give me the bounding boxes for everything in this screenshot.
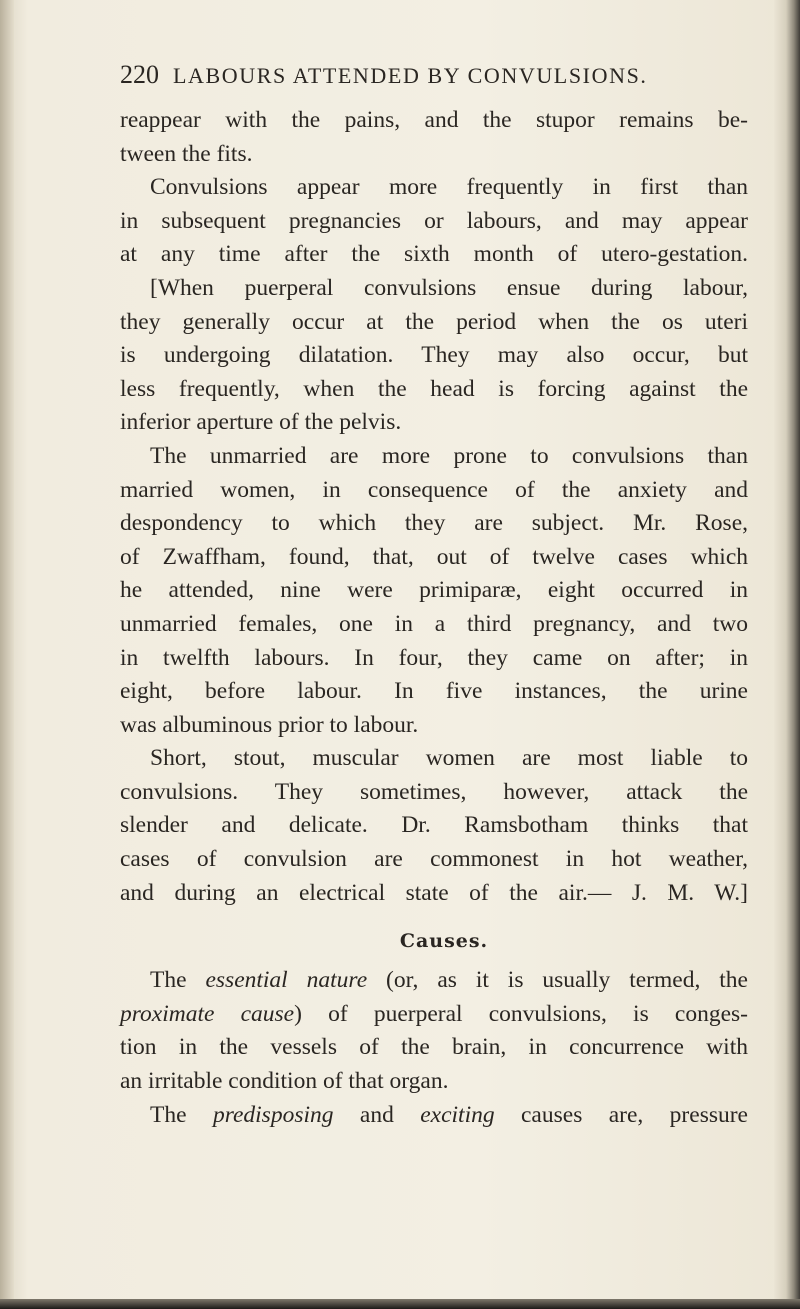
text-line: in subsequent pregnancies or labours, and may appear — [120, 207, 748, 234]
text-line: an irritable condition of that organ. — [120, 1068, 449, 1095]
text-line: in twelfth labours. In four, they came on after; in — [120, 644, 748, 671]
page-gutter-shadow — [0, 0, 14, 1309]
page-bottom-edge — [0, 1299, 800, 1309]
section-heading: Causes. — [399, 930, 489, 953]
text-line: he attended, nine were primiparæ, eight occurred in — [120, 577, 748, 604]
text-line: eight, before labour. In five instances, the urine — [120, 678, 748, 705]
text-line: cases of convulsion are commonest in hot weather, — [120, 846, 748, 873]
text-run: The — [150, 1101, 213, 1128]
text-run: The — [150, 967, 206, 994]
text-line: was albuminous prior to labour. — [120, 711, 419, 738]
body-text — [120, 104, 748, 1132]
italic-run: exciting — [420, 1101, 495, 1128]
text-line — [120, 964, 748, 998]
text-line: inferior aperture of the pelvis. — [120, 409, 402, 436]
text-line: tion in the vessels of the brain, in concurrence with — [120, 1034, 748, 1061]
text-line: The unmarried are more prone to convulsions than — [150, 442, 748, 469]
page-edge-shadow — [774, 0, 800, 1309]
text-line: despondency to which they are subject. Mr. Rose, — [120, 510, 748, 537]
text-run: causes are, pressure — [494, 1101, 748, 1128]
text-run: and — [333, 1101, 421, 1128]
running-header — [120, 60, 690, 96]
running-title: LABOURS ATTENDED BY CONVULSIONS. — [173, 63, 648, 88]
text-line: Short, stout, muscular women are most liable to — [150, 745, 748, 772]
italic-run: predisposing — [212, 1101, 334, 1128]
text-run: (or, as it is usually termed, the — [367, 967, 748, 994]
text-line: Convulsions appear more frequently in first than — [150, 174, 748, 201]
text-line — [120, 998, 748, 1032]
text-line: tween the fits. — [120, 140, 253, 167]
text-line: convulsions. They sometimes, however, attack the — [120, 778, 748, 805]
text-line: reappear with the pains, and the stupor remains be- — [120, 107, 748, 133]
text-line: at any time after the sixth month of utero-gestation. — [120, 241, 748, 268]
text-line — [120, 1099, 748, 1133]
page-number: 220 — [120, 60, 159, 89]
italic-run: essential nature — [205, 967, 368, 994]
text-line: and during an electrical state of the air.— J. M. W.] — [120, 879, 748, 906]
text-line: married women, in consequence of the anxiety and — [120, 476, 748, 503]
text-line: less frequently, when the head is forcing against the — [120, 375, 748, 402]
text-line: [When puerperal convulsions ensue during labour, — [150, 274, 748, 301]
italic-run: proximate cause — [120, 1000, 295, 1027]
text-line: slender and delicate. Dr. Ramsbotham thinks that — [120, 812, 748, 839]
text-line: is undergoing dilatation. They may also occur, but — [120, 342, 748, 369]
text-line: they generally occur at the period when the os uteri — [120, 308, 748, 335]
text-run: ) of puerperal convulsions, is conges- — [294, 1000, 748, 1027]
text-line: of Zwaffham, found, that, out of twelve cases which — [120, 543, 748, 570]
text-line: unmarried females, one in a third pregnancy, and two — [120, 610, 748, 637]
